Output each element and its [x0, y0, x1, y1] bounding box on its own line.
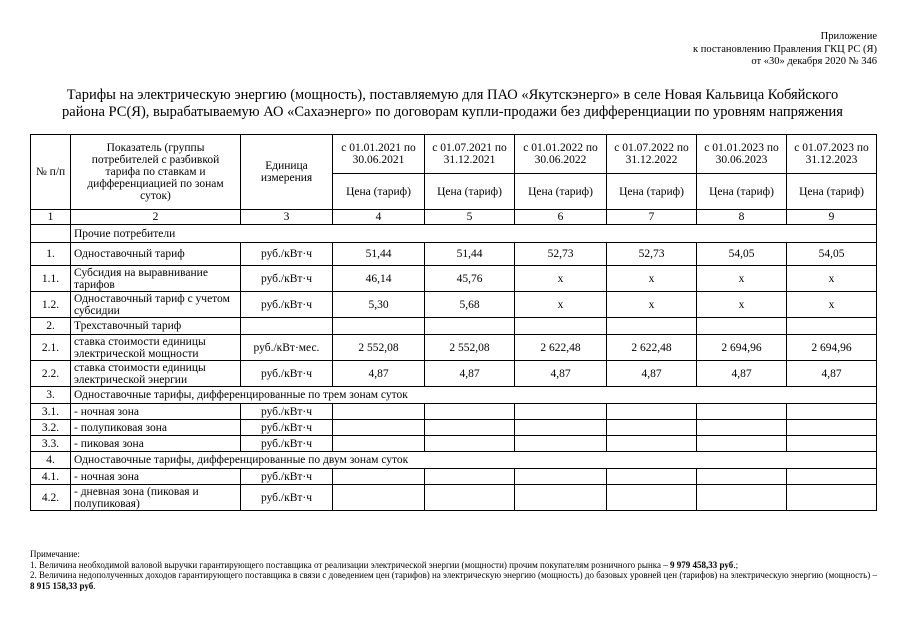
section-title: Одноставочные тарифы, дифференцированные по трем зонам суток [71, 387, 877, 404]
row-unit: руб./кВт·ч [241, 266, 333, 292]
tariff-value: 4,87 [425, 361, 515, 387]
row-unit: руб./кВт·мес. [241, 335, 333, 361]
tariff-value [425, 404, 515, 420]
row-number: 3.1. [31, 404, 71, 420]
tariff-value [697, 404, 787, 420]
tariff-value [515, 420, 607, 436]
tariff-value: 54,05 [787, 243, 877, 266]
section-number: 4. [31, 452, 71, 469]
row-unit: руб./кВт·ч [241, 243, 333, 266]
tariff-value [333, 485, 425, 511]
tariff-value [607, 436, 697, 452]
tariff-value [607, 404, 697, 420]
header-indicator: Показатель (группы потребителей с разбивкой тарифа по ставкам и дифференциацией по зонам суток) [71, 135, 241, 210]
note-1-value: 9 979 458,33 руб [670, 559, 734, 570]
row-indicator: Трехставочный тариф [71, 318, 241, 335]
tariff-value [607, 469, 697, 485]
row-number: 2.1. [31, 335, 71, 361]
tariff-value: x [515, 266, 607, 292]
tariff-value [607, 420, 697, 436]
note-2-end: . [93, 580, 96, 591]
tariff-value [697, 318, 787, 335]
column-number: 2 [71, 210, 241, 225]
table-row [31, 318, 877, 335]
section-number: 3. [31, 387, 71, 404]
row-indicator: Одноставочный тариф с учетом субсидии [71, 292, 241, 318]
tariff-value: 52,73 [607, 243, 697, 266]
tariff-value: x [515, 292, 607, 318]
note-2 [30, 570, 878, 591]
table-row [31, 436, 877, 452]
tariff-value: 2 622,48 [515, 335, 607, 361]
header-price: Цена (тариф) [425, 174, 515, 210]
tariff-value: 54,05 [697, 243, 787, 266]
tariff-value: x [607, 292, 697, 318]
row-unit: руб./кВт·ч [241, 292, 333, 318]
tariff-value [697, 469, 787, 485]
header-num: № п/п [31, 135, 71, 210]
tariff-value [787, 436, 877, 452]
row-indicator: Одноставочный тариф [71, 243, 241, 266]
tariff-value [697, 420, 787, 436]
tariff-value [425, 318, 515, 335]
row-number: 4.2. [31, 485, 71, 511]
tariff-value [697, 485, 787, 511]
note-2-value: 8 915 158,33 руб [30, 580, 94, 591]
header-period: с 01.07.2021 по 31.12.2021 [425, 135, 515, 174]
note-1 [30, 560, 878, 571]
tariff-value [697, 436, 787, 452]
tariff-value [425, 420, 515, 436]
tariff-value: 4,87 [607, 361, 697, 387]
column-number: 5 [425, 210, 515, 225]
tariff-value [787, 420, 877, 436]
table-row [31, 243, 877, 266]
tariff-value: x [787, 292, 877, 318]
column-number: 6 [515, 210, 607, 225]
tariff-value: 51,44 [425, 243, 515, 266]
row-unit: руб./кВт·ч [241, 361, 333, 387]
tariff-value [333, 469, 425, 485]
tariff-value: 2 694,96 [787, 335, 877, 361]
table-row [31, 404, 877, 420]
row-unit: руб./кВт·ч [241, 436, 333, 452]
tariff-value: 2 694,96 [697, 335, 787, 361]
title-line-2: района РС(Я), вырабатываемую АО «Сахаэнерго» по договорам купли-продажи без дифференциации по уровням напряжения [62, 104, 843, 120]
tariff-value [333, 404, 425, 420]
header-price: Цена (тариф) [515, 174, 607, 210]
tariff-value: 4,87 [697, 361, 787, 387]
row-unit: руб./кВт·ч [241, 485, 333, 511]
tariff-value [607, 485, 697, 511]
tariff-value: x [607, 266, 697, 292]
row-unit: руб./кВт·ч [241, 404, 333, 420]
tariff-value [787, 318, 877, 335]
section-row [31, 452, 877, 469]
column-number: 4 [333, 210, 425, 225]
tariff-value [425, 436, 515, 452]
tariff-value [515, 469, 607, 485]
row-number: 1.2. [31, 292, 71, 318]
header-price: Цена (тариф) [607, 174, 697, 210]
row-number: 2.2. [31, 361, 71, 387]
column-number: 8 [697, 210, 787, 225]
tariff-value [787, 469, 877, 485]
table-row [31, 485, 877, 511]
appendix-date: от «30» декабря 2020 № 346 [751, 56, 877, 67]
row-unit: руб./кВт·ч [241, 469, 333, 485]
column-number: 9 [787, 210, 877, 225]
tariff-value: x [787, 266, 877, 292]
row-indicator: Субсидия на выравнивание тарифов [71, 266, 241, 292]
tariff-value: 5,30 [333, 292, 425, 318]
tariff-value: 45,76 [425, 266, 515, 292]
row-unit: руб./кВт·ч [241, 420, 333, 436]
row-unit [241, 318, 333, 335]
note-2-text: 2. Величина недополученных доходов гарантирующего поставщика в связи с доведением цен (тарифов) на электрическую энергию (мощность) до базовых уровней цен (тарифов) на электрическую энергию (мощность) – [30, 570, 877, 580]
tariff-value [515, 436, 607, 452]
row-number: 2. [31, 318, 71, 335]
row-number: 1. [31, 243, 71, 266]
appendix-label: Приложение [820, 31, 877, 42]
tariff-value [787, 404, 877, 420]
table-row [31, 420, 877, 436]
row-indicator: - пиковая зона [71, 436, 241, 452]
row-number: 1.1. [31, 266, 71, 292]
table-row [31, 292, 877, 318]
tariff-value: 4,87 [515, 361, 607, 387]
tariff-value [333, 436, 425, 452]
header-unit: Единица измерения [241, 135, 333, 210]
appendix-block [693, 31, 877, 69]
row-indicator: ставка стоимости единицы электрической энергии [71, 361, 241, 387]
tariff-value [515, 485, 607, 511]
tariff-value [425, 469, 515, 485]
tariff-value: 51,44 [333, 243, 425, 266]
tariff-value: 2 552,08 [425, 335, 515, 361]
header-period: с 01.01.2023 по 30.06.2023 [697, 135, 787, 174]
table-row [31, 361, 877, 387]
column-number-row [31, 210, 877, 225]
column-number: 1 [31, 210, 71, 225]
row-indicator: - дневная зона (пиковая и полупиковая) [71, 485, 241, 511]
row-indicator: - ночная зона [71, 469, 241, 485]
row-number: 4.1. [31, 469, 71, 485]
tariff-value [333, 318, 425, 335]
column-number: 3 [241, 210, 333, 225]
row-indicator: - полупиковая зона [71, 420, 241, 436]
header-period: с 01.07.2022 по 31.12.2022 [607, 135, 697, 174]
tariff-value: 5,68 [425, 292, 515, 318]
tariff-value [425, 485, 515, 511]
row-indicator: - ночная зона [71, 404, 241, 420]
header-price: Цена (тариф) [787, 174, 877, 210]
title-line-1: Тарифы на электрическую энергию (мощность), поставляемую для ПАО «Якутскэнерго» в селе Новая Кальвица Кобяйского [66, 87, 839, 103]
row-number: 3.2. [31, 420, 71, 436]
row-number: 3.3. [31, 436, 71, 452]
tariff-value: 4,87 [787, 361, 877, 387]
notes-block [30, 549, 878, 591]
tariff-value: 2 622,48 [607, 335, 697, 361]
column-number: 7 [607, 210, 697, 225]
section-row [31, 387, 877, 404]
tariff-value: x [697, 266, 787, 292]
section-row [31, 225, 877, 243]
tariff-value [515, 318, 607, 335]
header-row [31, 135, 877, 174]
tariff-value [787, 485, 877, 511]
note-1-end: .; [733, 559, 739, 570]
tariff-value: 52,73 [515, 243, 607, 266]
table-row [31, 469, 877, 485]
table-row [31, 335, 877, 361]
section-other-consumers: Прочие потребители [71, 225, 877, 243]
appendix-resolution: к постановлению Правления ГКЦ РС (Я) [693, 43, 877, 55]
section-title: Одноставочные тарифы, дифференцированные по двум зонам суток [71, 452, 877, 469]
section-num-cell [31, 225, 71, 243]
header-price: Цена (тариф) [333, 174, 425, 210]
tariff-value [333, 420, 425, 436]
header-period: с 01.07.2023 по 31.12.2023 [787, 135, 877, 174]
row-indicator: ставка стоимости единицы электрической мощности [71, 335, 241, 361]
tariff-value: 46,14 [333, 266, 425, 292]
header-price: Цена (тариф) [697, 174, 787, 210]
tariff-value: x [697, 292, 787, 318]
tariff-value [515, 404, 607, 420]
notes-heading: Примечание: [30, 549, 80, 559]
tariff-value [607, 318, 697, 335]
table-row [31, 266, 877, 292]
note-1-text: 1. Величина необходимой валовой выручки гарантирующего поставщика от реализации электрической энергии (мощности) прочим покупателям розничного рынка – [30, 559, 671, 570]
header-period: с 01.01.2022 по 30.06.2022 [515, 135, 607, 174]
header-period: с 01.01.2021 по 30.06.2021 [333, 135, 425, 174]
tariff-table [30, 134, 877, 511]
document-title [14, 87, 891, 121]
tariff-value: 2 552,08 [333, 335, 425, 361]
tariff-value: 4,87 [333, 361, 425, 387]
